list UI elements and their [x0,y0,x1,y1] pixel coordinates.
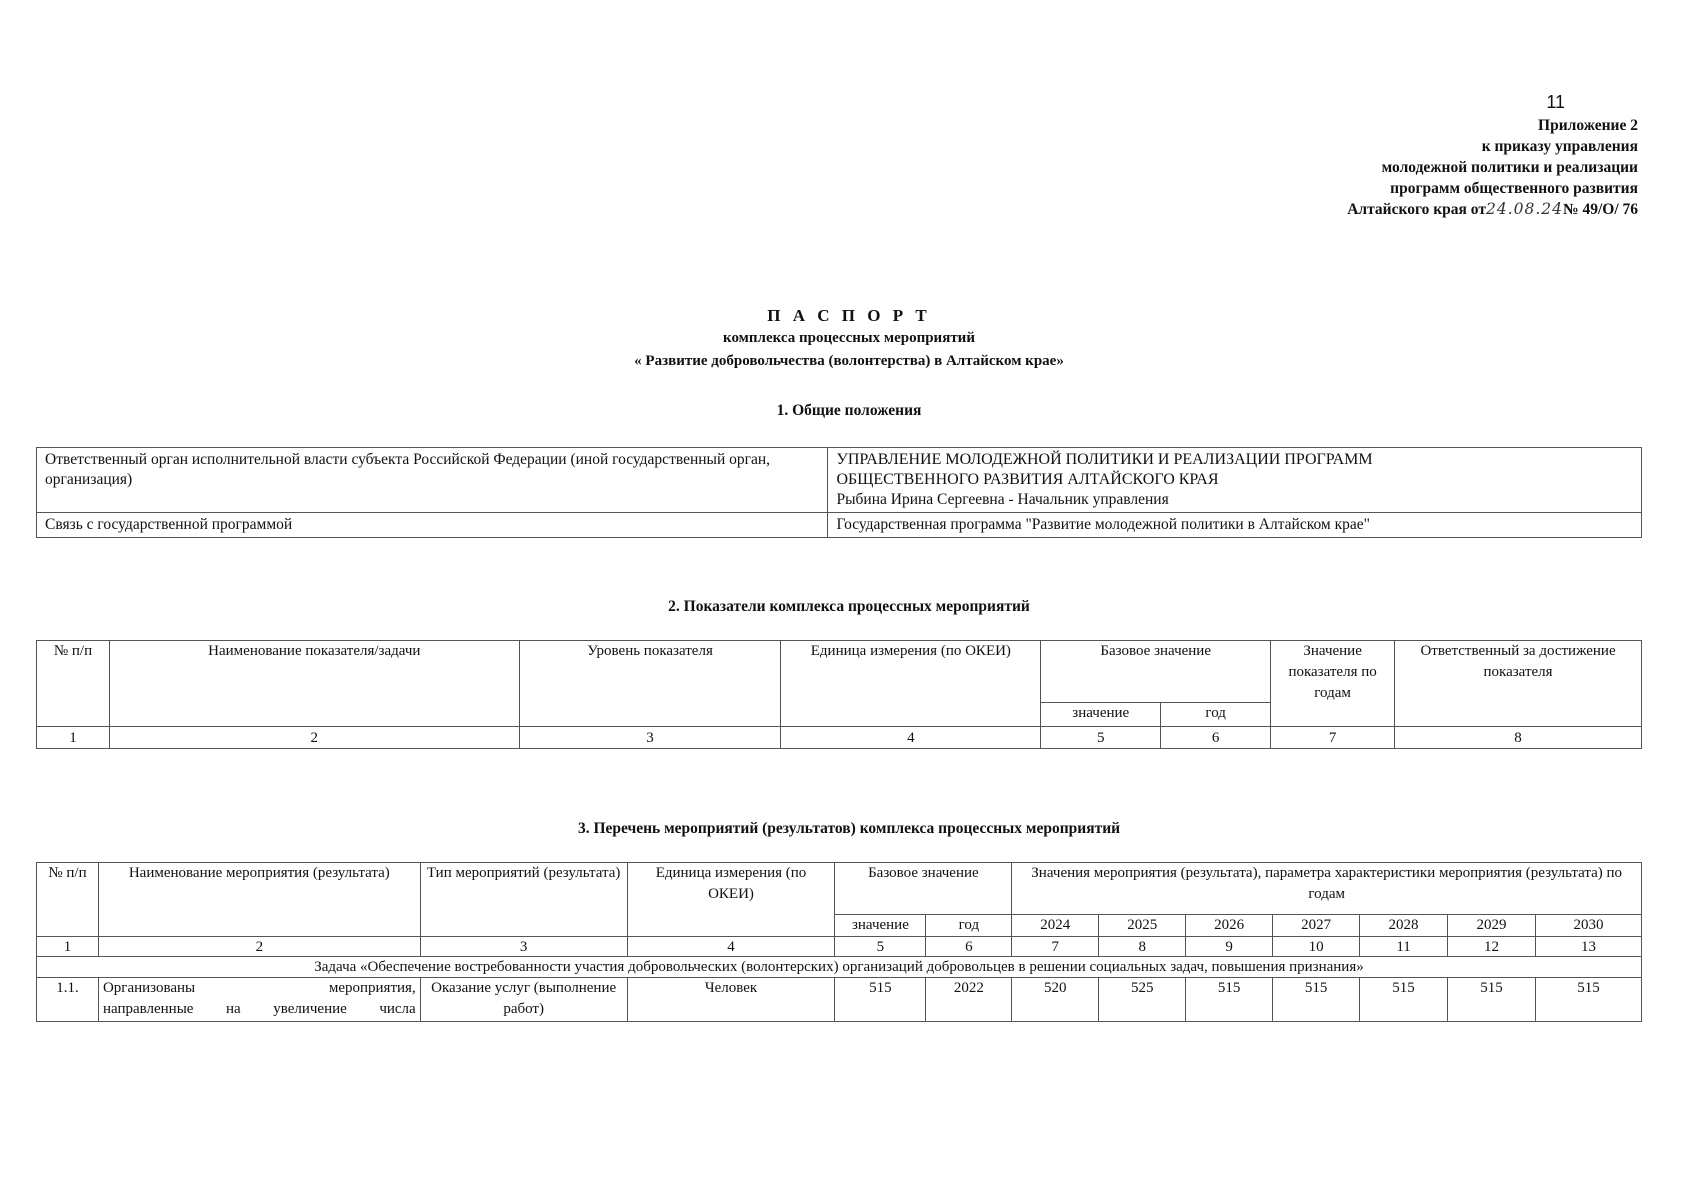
col-number: 7 [1271,727,1395,749]
col-header: Базовое значение [1041,641,1271,703]
year-header: 2027 [1273,915,1360,937]
col-header: Базовое значение [835,863,1012,915]
col-number: 4 [627,937,835,957]
task-text: Задача «Обеспечение востребованности участия добровольческих (волонтерских) организаций добровольцев в решении социальных задач, повышения признания» [37,957,1642,978]
activity-unit: Человек [627,978,835,1022]
col-header: Тип мероприятий (результата) [420,863,627,937]
general-value: Государственная программа "Развитие молодежной политики в Алтайском крае" [828,513,1642,538]
col-subheader: значение [1041,703,1161,727]
year-header: 2029 [1448,915,1536,937]
page-number: 11 [1546,92,1565,112]
col-number: 9 [1186,937,1273,957]
year-value: 515 [1186,978,1273,1022]
col-number: 10 [1273,937,1360,957]
document-subtitle: комплекса процессных мероприятий [723,330,975,346]
col-number: 8 [1395,727,1642,749]
col-number: 7 [1012,937,1099,957]
appendix-number: № 49/О/ 76 [1563,201,1638,218]
col-number: 6 [926,937,1012,957]
appendix-line: к приказу управления [1481,138,1638,155]
general-info-table [36,447,1642,538]
col-header: Значения мероприятия (результата), параметра характеристики мероприятия (результата) по годам [1012,863,1642,915]
column-number-row [37,937,1642,957]
col-number: 4 [781,727,1041,749]
year-value: 525 [1099,978,1186,1022]
year-header: 2026 [1186,915,1273,937]
column-number-row [37,727,1642,749]
col-number: 3 [519,727,781,749]
table-row [37,978,1642,1022]
year-value: 515 [1535,978,1641,1022]
col-header: Единица измерения (по ОКЕИ) [627,863,835,937]
year-header: 2024 [1012,915,1099,937]
section3-heading: 3. Перечень мероприятий (результатов) комплекса процессных мероприятий [577,820,1121,837]
col-number: 11 [1360,937,1448,957]
base-year: 2022 [926,978,1012,1022]
appendix-line: программ общественного развития [1390,180,1638,197]
task-row [37,957,1642,978]
col-number: 2 [98,937,420,957]
col-header: Единица измерения (по ОКЕИ) [781,641,1041,727]
year-header: 2028 [1360,915,1448,937]
col-number: 8 [1099,937,1186,957]
appendix-prefix: Алтайского края от [1347,201,1486,218]
col-header: Значение показателя по годам [1271,641,1395,727]
col-number: 1 [37,937,99,957]
year-header: 2025 [1099,915,1186,937]
col-number: 1 [37,727,110,749]
year-header: 2030 [1535,915,1641,937]
col-number: 6 [1161,727,1271,749]
activity-name-line: направленные на увеличение числа [102,1001,416,1017]
year-value: 515 [1448,978,1536,1022]
general-label: Ответственный орган исполнительной власти субъекта Российской Федерации (иной государственный орган, организация) [37,448,828,513]
activity-name [98,978,420,1022]
col-number: 2 [109,727,519,749]
col-header: Уровень показателя [519,641,781,727]
activity-name-line: Организованы мероприятия, [102,980,416,996]
activities-table [36,862,1642,1022]
document-title: П А С П О Р Т [767,306,931,325]
table-header-row [37,863,1642,915]
col-number: 3 [420,937,627,957]
col-number: 12 [1448,937,1536,957]
col-subheader: год [926,915,1012,937]
base-value: 515 [835,978,926,1022]
appendix-line: молодежной политики и реализации [1381,159,1638,176]
row-number: 1.1. [37,978,99,1022]
col-number: 5 [835,937,926,957]
section2-heading: 2. Показатели комплекса процессных мероприятий [668,598,1030,615]
col-number: 13 [1535,937,1641,957]
col-header: Ответственный за достижение показателя [1395,641,1642,727]
general-value [828,448,1642,513]
table-header-row [37,641,1642,703]
org-name-line: ОБЩЕСТВЕННОГО РАЗВИТИЯ АЛТАЙСКОГО КРАЯ [836,471,1219,488]
col-header: № п/п [37,641,110,727]
col-header: № п/п [37,863,99,937]
section1-heading: 1. Общие положения [776,402,922,419]
org-name-line: УПРАВЛЕНИЕ МОЛОДЕЖНОЙ ПОЛИТИКИ И РЕАЛИЗАЦИИ ПРОГРАММ [836,451,1373,468]
head-person: Рыбина Ирина Сергеевна - Начальник управления [836,491,1169,508]
document-subtitle-2: « Развитие добровольчества (волонтерства) в Алтайском крае» [634,353,1064,369]
year-value: 520 [1012,978,1099,1022]
col-number: 5 [1041,727,1161,749]
col-subheader: значение [835,915,926,937]
activity-type: Оказание услуг (выполнение работ) [420,978,627,1022]
year-value: 515 [1273,978,1360,1022]
general-label: Связь с государственной программой [37,513,828,538]
year-value: 515 [1360,978,1448,1022]
col-subheader: год [1161,703,1271,727]
appendix-line: Приложение 2 [1538,117,1638,134]
appendix-block [1347,115,1638,220]
col-header: Наименование показателя/задачи [109,641,519,727]
indicators-table [36,640,1642,749]
appendix-line-last [1347,199,1638,220]
col-header: Наименование мероприятия (результата) [98,863,420,937]
table-row [37,448,1642,513]
table-row [37,513,1642,538]
handwritten-date: 24.08.24 [1485,200,1563,218]
